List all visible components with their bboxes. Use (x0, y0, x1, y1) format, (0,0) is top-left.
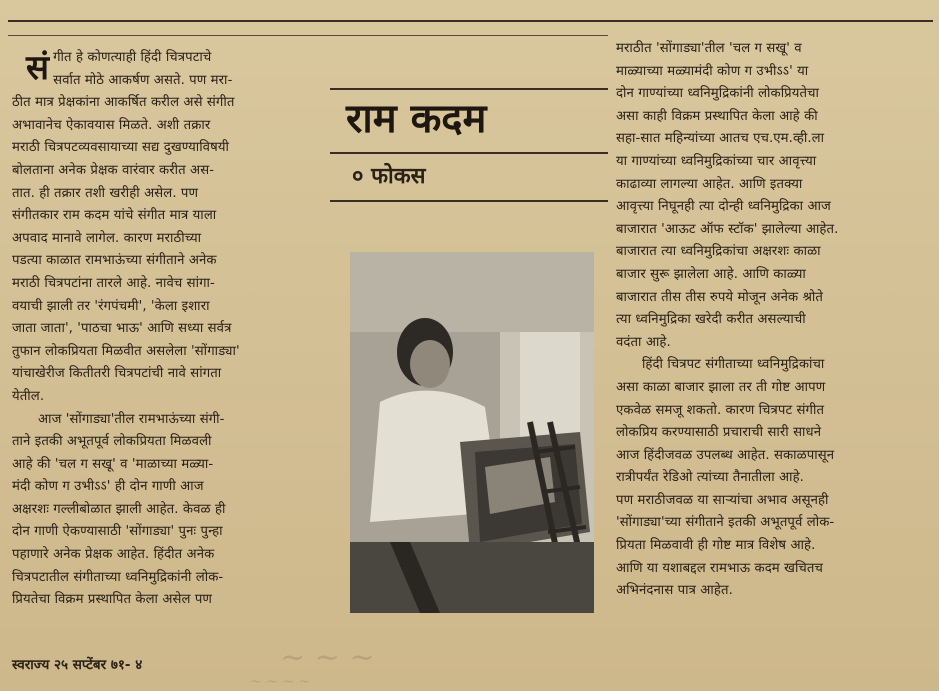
left-line: ताने इतकी अभूतपूर्व लोकप्रियता मिळवली (12, 434, 212, 450)
left-line: मंदी कोण ग उभीऽऽ' ही दोन गाणी आज (12, 479, 204, 495)
top-rule (8, 20, 933, 22)
left-line: यांचाखेरीज कितीतरी चित्रपटांची नावे सांगता (12, 366, 222, 382)
left-paragraph-2 (12, 409, 310, 612)
left-line: बोलताना अनेक प्रेक्षक वारंवार करीत अस- (12, 162, 215, 178)
left-line: प्रियतेचा विक्रम प्रस्थापित केला असेल पण (12, 592, 213, 608)
article-heading (330, 88, 608, 202)
right-line: बाजारात त्या ध्वनिमुद्रिकांचा अक्षरशः काळा (616, 244, 821, 260)
article-byline: ० फोकस (352, 164, 426, 189)
left-line: जाता जाता', 'पाठचा भाऊ' आणि सध्या सर्वत्र (12, 321, 232, 337)
left-line: अभावानेच ऐकावयास मिळते. अशी तक्रार (12, 117, 211, 133)
left-line: चित्रपटातील संगीताच्या ध्वनिमुद्रिकांनी लोक- (12, 569, 224, 585)
bleed-through-smudge: ~ ~ ~ (280, 640, 375, 675)
top-subrule (8, 35, 608, 36)
left-line: गीत हे कोणत्याही हिंदी चित्रपटाचे (53, 50, 212, 65)
right-line: सहा-सात महिन्यांच्या आतच एच.एम.व्ही.ला (616, 131, 825, 147)
footer-dateline: स्वराज्य २५ सप्टेंबर ७१- ४ (12, 657, 143, 673)
right-line: हिंदी चित्रपट संगीताच्या ध्वनिमुद्रिकांचा (642, 357, 825, 373)
left-line: पडत्या काळात रामभाऊंच्या संगीताने अनेक (12, 253, 217, 269)
left-line: आहे की 'चल ग सखू' व 'माळाच्या मळ्या- (12, 456, 214, 472)
right-line: असा काही विक्रम प्रस्थापित केला आहे की (616, 108, 818, 124)
right-line: बाजार सुरू झालेला आहे. आणि काळ्या (616, 266, 806, 282)
right-column (616, 38, 936, 603)
right-line: आणि या यशाबद्दल रामभाऊ कदम खचितच (616, 560, 823, 576)
right-line: मराठीत 'सोंगाड्या'तील 'चल ग सखू' व (616, 41, 802, 56)
portrait-photo (350, 252, 594, 613)
right-line: प्रियता मिळवावी ही गोष्ट मात्र विशेष आहे. (616, 538, 816, 554)
photo-illustration (350, 252, 594, 613)
right-line: माळ्याच्या मळ्यामंदी कोण ग उभीऽऽ' या (616, 63, 809, 79)
heading-bottom-rule (330, 200, 608, 202)
left-line: वयाची झाली तर 'रंगपंचमी', 'केला इशारा (12, 298, 210, 314)
right-line: बाजारात 'आऊट ऑफ स्टॉक' झालेल्या आहेत. (616, 221, 839, 237)
left-line: अपवाद मानावे लागेल. कारण मराठीच्या (12, 230, 202, 246)
heading-mid-rule (330, 152, 608, 154)
left-line: ठीत मात्र प्रेक्षकांना आकर्षित करील असे संगीत (12, 95, 235, 111)
left-line: तात. ही तक्रार तशी खरीही असेल. पण (12, 185, 199, 201)
left-line: अक्षरशः गल्लीबोळात झाली आहेत. केवळ ही (12, 501, 226, 517)
right-line: आज हिंदीजवळ उपलब्ध आहेत. सकाळपासून (616, 447, 835, 463)
article-title: राम कदम (346, 95, 487, 142)
right-line: या गाण्यांच्या ध्वनिमुद्रिकांच्या चार आवृत्त्या (616, 153, 817, 169)
right-line: लोकप्रिय करण्यासाठी प्रचाराची सारी साधने (616, 425, 822, 441)
right-paragraph-2 (616, 354, 936, 603)
left-line: संगीतकार राम कदम यांचे संगीत मात्र याला (12, 208, 217, 224)
right-line: 'सोंगाड्या'च्या संगीताने इतकी अभूतपूर्व लोक- (616, 515, 835, 531)
left-line: सर्वात मोठे आकर्षण असते. पण मरा- (53, 72, 233, 88)
right-line: दोन गाण्यांच्या ध्वनिमुद्रिकांनी लोकप्रियतेचा (616, 86, 820, 102)
right-line: एकवेळ समजू शकतो. कारण चित्रपट संगीत (616, 402, 825, 418)
right-paragraph-1 (616, 38, 936, 354)
right-line: त्या ध्वनिमुद्रिका खरेदी करीत असल्याची (616, 312, 806, 328)
right-line: काढाव्या लागल्या आहेत. आणि इतक्या (616, 176, 803, 192)
left-line: पहाणारे अनेक प्रेक्षक आहेत. हिंदीत अनेक (12, 547, 215, 563)
left-column (12, 47, 310, 612)
right-line: वदंता आहे. (616, 334, 671, 350)
right-line: आवृत्त्या निघूनही त्या दोन्ही ध्वनिमुद्रिका आज (616, 199, 831, 215)
right-line: अभिनंदनास पात्र आहेत. (616, 583, 733, 599)
left-line: मराठी चित्रपटांना तारले आहे. नावेच सांगा- (12, 275, 215, 291)
left-line: तुफान लोकप्रियता मिळवीत असलेला 'सोंगाड्या' (12, 343, 240, 359)
dropcap: सं (26, 48, 50, 88)
left-paragraph-1 (12, 92, 310, 408)
right-line: रात्रीपर्यंत रेडिओ त्यांच्या तैनातीला आहे. (616, 470, 804, 486)
right-line: असा काळा बाजार झाला तर ती गोष्ट आपण (616, 379, 826, 395)
right-line: पण मराठीजवळ या साऱ्यांचा अभाव असूनही (616, 492, 829, 508)
left-line: येतील. (12, 388, 45, 404)
right-line: बाजारात तीस तीस रुपये मोजून अनेक श्रोते (616, 289, 824, 305)
left-line: मराठी चित्रपटव्यवसायाच्या सद्य दुखण्याविषयी (12, 140, 230, 156)
bleed-through-smudge: ~ ~ ~ ~ (250, 674, 311, 690)
left-line: आज 'सोंगाड्या'तील रामभाऊंच्या संगी- (38, 411, 225, 427)
left-line: दोन गाणी ऐकण्यासाठी 'सोंगाड्या' पुनः पुन्हा (12, 524, 223, 540)
